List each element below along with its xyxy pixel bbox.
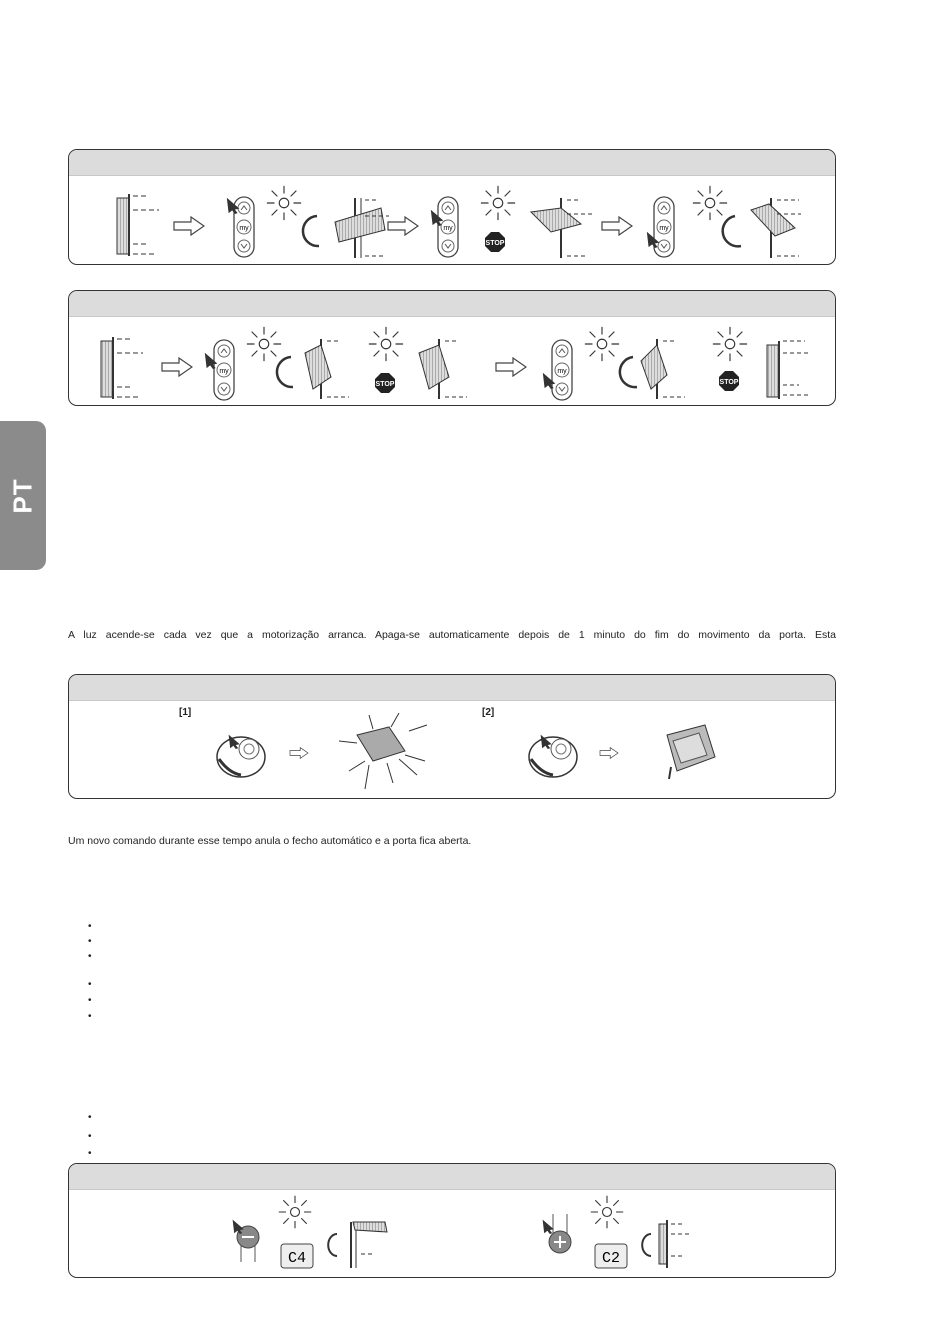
light-flash-icon — [279, 1196, 311, 1228]
stop-sign-icon — [485, 232, 505, 252]
bullet: • — [88, 1112, 92, 1123]
step-label-1: [1] — [179, 707, 192, 718]
panel-learn-open — [68, 149, 836, 265]
rotate-arrow-icon — [277, 357, 293, 387]
light-flash-icon — [591, 1196, 623, 1228]
display-code-right: C2 — [601, 1250, 621, 1267]
remote-control-icon — [552, 340, 572, 400]
door-closed-icon — [767, 341, 811, 399]
rotate-arrow-icon — [328, 1234, 337, 1256]
bullet: • — [88, 951, 92, 962]
door-opening-icon — [305, 339, 349, 399]
press-hand-icon — [543, 1220, 554, 1234]
svg-text:STOP: STOP — [485, 240, 505, 247]
door-open-icon — [351, 1222, 387, 1268]
svg-text:STOP: STOP — [375, 381, 395, 388]
svg-text:STOP: STOP — [719, 379, 739, 386]
remote-control-icon — [438, 197, 458, 257]
panel-direction — [68, 1163, 836, 1278]
door-closed-icon — [101, 337, 143, 399]
rotate-arrow-icon — [303, 216, 319, 246]
language-tab-label: PT — [7, 477, 38, 514]
arrow-icon — [290, 748, 308, 759]
stop-sign-icon — [375, 373, 395, 393]
bullet: • — [88, 1148, 92, 1159]
light-flash-icon — [247, 327, 281, 361]
arrow-icon — [174, 217, 204, 235]
remote-keyfob-icon — [217, 737, 265, 777]
arrow-icon — [602, 217, 632, 235]
bullet: • — [88, 1131, 92, 1142]
arrow-icon — [162, 358, 192, 376]
door-partial-icon — [419, 339, 467, 399]
door-closing-icon — [751, 198, 801, 258]
arrow-icon — [600, 748, 618, 759]
panel-lamp-illustration — [69, 675, 836, 799]
panel-lamp — [68, 674, 836, 799]
light-flash-icon — [713, 327, 747, 361]
bullet: • — [88, 979, 92, 990]
remote-control-icon — [654, 197, 674, 257]
light-flash-icon — [481, 186, 515, 220]
bullet: • — [88, 921, 92, 932]
rotate-arrow-icon — [642, 1234, 651, 1256]
display-code-left: C4 — [287, 1250, 307, 1267]
door-closed-icon — [659, 1220, 689, 1268]
light-flash-icon — [693, 186, 727, 220]
remote-keyfob-icon — [529, 737, 577, 777]
arrow-icon — [496, 358, 526, 376]
bullet: • — [88, 936, 92, 947]
plus-button-icon — [549, 1214, 571, 1253]
door-closing-icon — [641, 339, 685, 399]
panel-learn-partial-illustration — [69, 291, 836, 406]
autoclose-paragraph: Um novo comando durante esse tempo anula o fecho automático e a porta fica aberta. — [68, 835, 472, 847]
door-opening-icon — [335, 198, 389, 258]
light-paragraph: A luz acende-se cada vez que a motorização arranca. Apaga-se automaticamente depois de 1 minuto do fim do movimento da porta. Esta — [68, 629, 836, 641]
panel-learn-open-illustration — [69, 150, 836, 265]
lamp-flash-icon — [339, 713, 427, 789]
door-half-open-icon — [531, 198, 593, 258]
arrow-icon — [388, 217, 418, 235]
panel-learn-partial — [68, 290, 836, 406]
stop-sign-icon — [719, 371, 739, 391]
remote-control-icon — [214, 340, 234, 400]
remote-control-icon — [234, 197, 254, 257]
bullet: • — [88, 995, 92, 1006]
door-closed-icon — [117, 194, 159, 256]
panel-direction-illustration — [69, 1164, 836, 1278]
lamp-off-icon — [667, 725, 715, 779]
step-label-2: [2] — [482, 707, 495, 718]
bullet: • — [88, 1011, 92, 1022]
language-tab[interactable] — [0, 421, 46, 570]
light-flash-icon — [585, 327, 619, 361]
rotate-arrow-icon — [723, 216, 741, 246]
rotate-arrow-icon — [620, 357, 637, 387]
light-flash-icon — [369, 327, 403, 361]
light-flash-icon — [267, 186, 301, 220]
